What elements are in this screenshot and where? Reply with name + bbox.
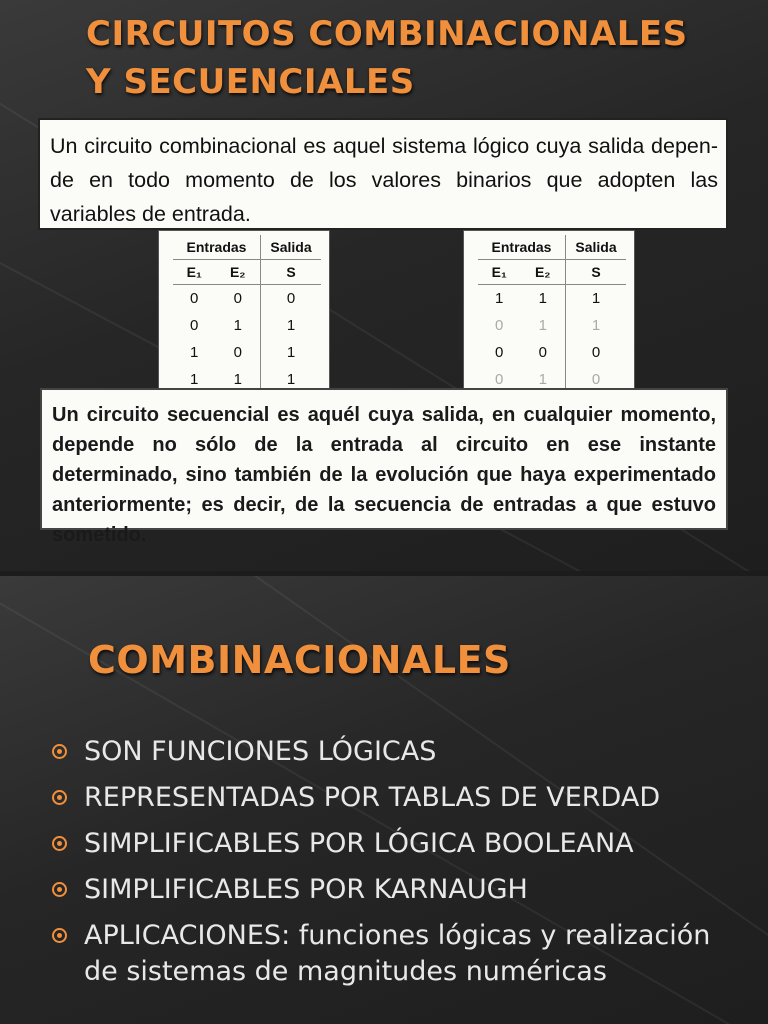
- table-header-output: Salida: [566, 235, 626, 260]
- list-item-text: APLICACIONES: funciones lógicas y realización de sistemas de magnitudes numéricas: [84, 920, 711, 987]
- slide-2: [0, 576, 768, 1024]
- table-col-e1: E₁: [478, 260, 520, 285]
- circle-bullet-icon: [52, 928, 67, 943]
- combinational-definition-text: Un circuito combinacional es aquel sistema lógico cuya salida depen-de en todo momento de los valores binarios que adopten las variables de entrada.: [50, 134, 718, 226]
- table-cell: 0: [215, 285, 260, 313]
- list-item: [52, 872, 752, 908]
- list-item: [52, 780, 752, 816]
- list-item: [52, 826, 752, 862]
- sequential-definition-box: [40, 388, 728, 546]
- table-cell: 1: [591, 290, 601, 307]
- table-cell: 0: [215, 339, 260, 366]
- table-cell: 1: [286, 317, 296, 334]
- table-row: [173, 285, 321, 313]
- table-cell: 0: [286, 290, 296, 307]
- table-cell: 1: [190, 344, 199, 361]
- table-header-inputs: Entradas: [173, 235, 261, 260]
- slide-title: COMBINACIONALES: [88, 638, 511, 682]
- table-cell: 0: [495, 371, 504, 388]
- circle-bullet-icon: [52, 790, 67, 805]
- table-row: [173, 312, 321, 339]
- circle-bullet-icon: [52, 836, 67, 851]
- table-cell: 0: [520, 339, 565, 366]
- table-cell: 1: [495, 290, 504, 307]
- table-row: [478, 312, 626, 339]
- list-item: [52, 918, 752, 990]
- table-cell: 1: [215, 312, 260, 339]
- combinational-definition-box: [38, 118, 728, 230]
- table-row: [173, 339, 321, 366]
- list-item: [52, 734, 752, 770]
- slide-title-line-1: CIRCUITOS COMBINACIONALES: [86, 14, 688, 54]
- list-item-text: REPRESENTADAS POR TABLAS DE VERDAD: [84, 782, 661, 813]
- list-item-text: SIMPLIFICABLES POR KARNAUGH: [84, 874, 528, 905]
- table-cell: 0: [190, 290, 199, 307]
- table-col-e1: E₁: [173, 260, 215, 285]
- table-cell: 0: [495, 317, 504, 334]
- list-item-text: SIMPLIFICABLES POR LÓGICA BOOLEANA: [84, 828, 634, 859]
- table-cell: 1: [591, 317, 601, 334]
- table-cell: 1: [520, 366, 565, 393]
- table-cell: 0: [495, 344, 504, 361]
- table-row: [478, 339, 626, 366]
- table-cell: 0: [591, 344, 601, 361]
- table-cell: 1: [286, 344, 296, 361]
- list-item-text: SON FUNCIONES LÓGICAS: [84, 736, 437, 767]
- table-header-inputs: Entradas: [478, 235, 566, 260]
- sequential-definition-text: Un circuito secuencial es aquél cuya salida, en cualquier momento, depende no sólo de la entrada al circuito en ese instante determinado, sino también de la evolución que haya experimentado anteriormente; es decir, de la secuencia de entradas a que estuvo sometido.: [52, 404, 716, 546]
- table-col-s: S: [566, 260, 626, 285]
- table-col-e2: E₂: [520, 260, 565, 285]
- table-cell: 0: [190, 317, 199, 334]
- table-cell: 1: [190, 371, 199, 388]
- circle-bullet-icon: [52, 882, 67, 897]
- table-cell: 1: [286, 371, 296, 388]
- truth-table-left: [158, 230, 330, 392]
- table-header-output: Salida: [261, 235, 321, 260]
- slide-title-line-2: Y SECUENCIALES: [86, 62, 415, 102]
- table-cell: 1: [520, 312, 565, 339]
- table-col-s: S: [261, 260, 321, 285]
- table-col-e2: E₂: [215, 260, 260, 285]
- table-cell: 1: [215, 366, 260, 393]
- bullet-list: [52, 734, 752, 1000]
- circle-bullet-icon: [52, 744, 67, 759]
- truth-table-right: [463, 230, 635, 392]
- table-cell: 0: [591, 371, 601, 388]
- table-cell: 1: [520, 285, 565, 313]
- table-row: [478, 285, 626, 313]
